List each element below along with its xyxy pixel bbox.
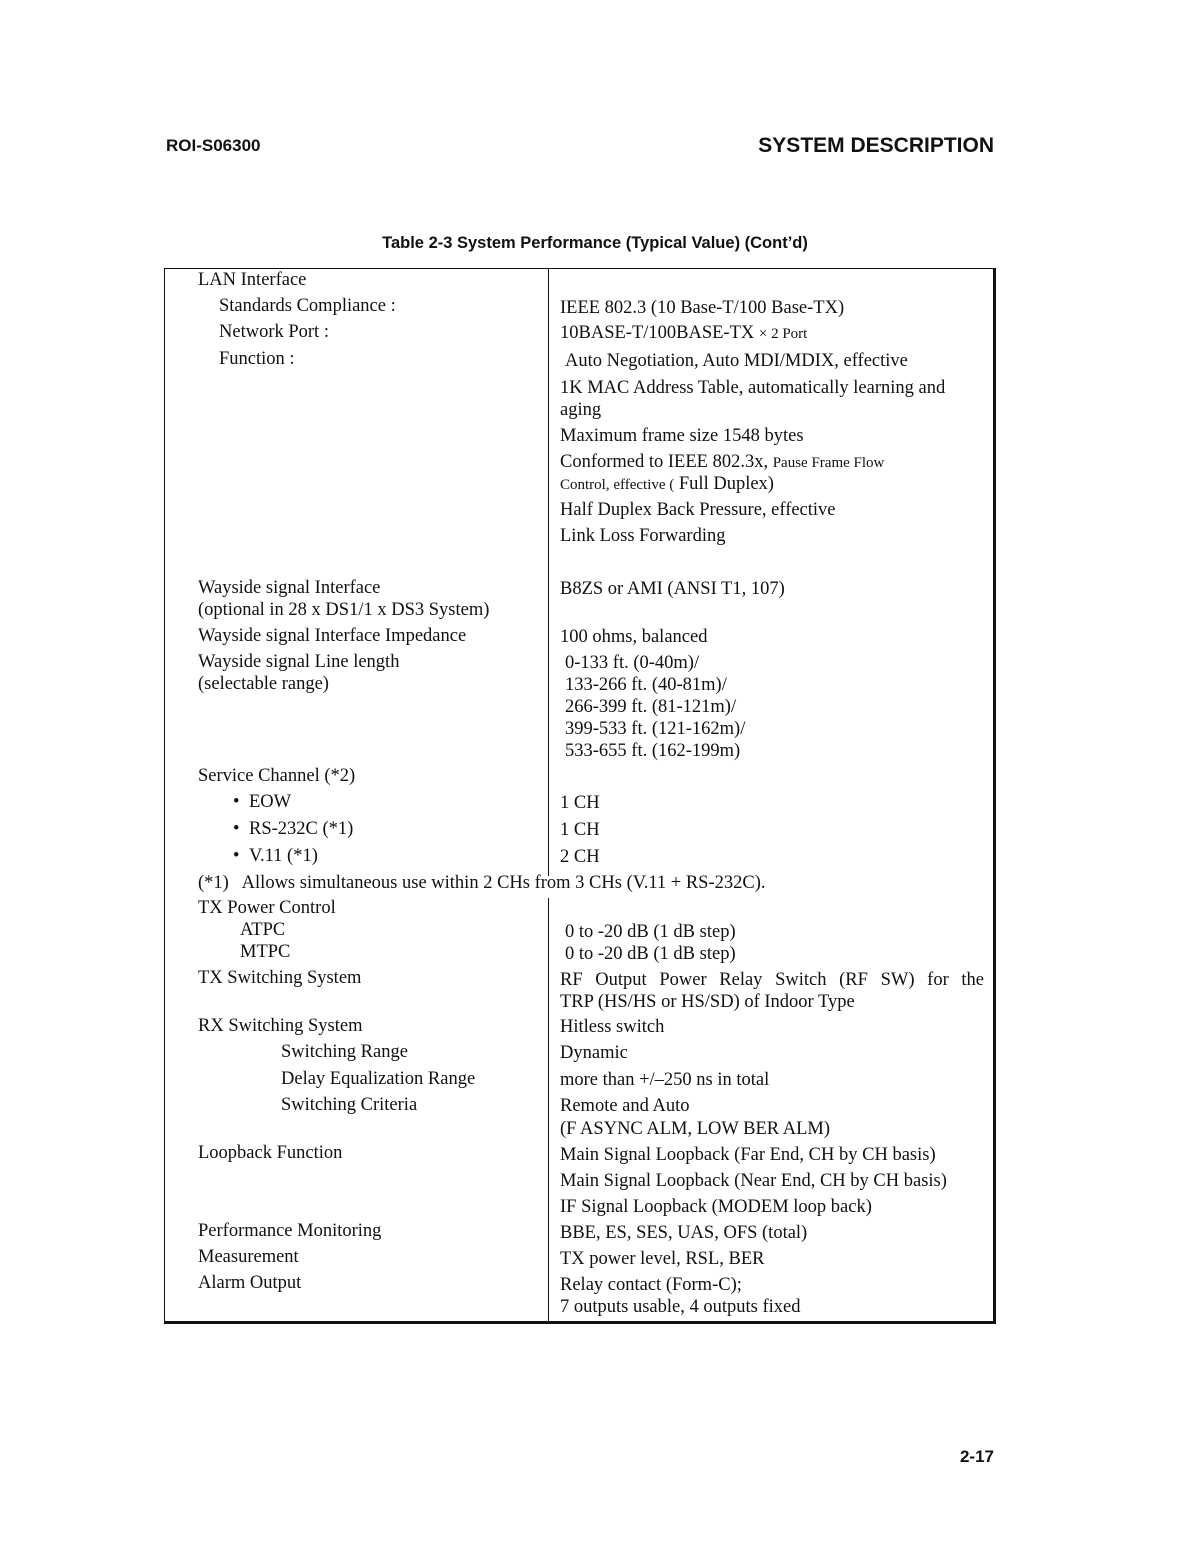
service-channel-footnote: (*1) Allows simultaneous use within 2 CHs from 3 CHs (V.11 + RS-232C). bbox=[198, 873, 766, 893]
atpc-label: ATPC bbox=[240, 920, 286, 940]
function-value: aging bbox=[560, 400, 602, 420]
switching-range-label: Switching Range bbox=[281, 1042, 408, 1062]
mtpc-label: MTPC bbox=[240, 942, 291, 962]
lan-heading: LAN Interface bbox=[198, 270, 307, 290]
wayside-line-length-note: (selectable range) bbox=[198, 674, 329, 694]
rx-switching-value: Hitless switch bbox=[560, 1017, 665, 1037]
tx-switching-value: RF Output Power Relay Switch (RF SW) for the bbox=[560, 970, 984, 990]
network-port-value bbox=[560, 322, 807, 345]
tx-switching-label: TX Switching System bbox=[198, 968, 362, 988]
wayside-interface-note: (optional in 28 x DS1/1 x DS3 System) bbox=[198, 600, 490, 620]
line-length-option: 399-533 ft. (121-162m)/ bbox=[565, 719, 746, 739]
loopback-label: Loopback Function bbox=[198, 1143, 343, 1163]
measurement-label: Measurement bbox=[198, 1247, 299, 1267]
performance-monitoring-label: Performance Monitoring bbox=[198, 1221, 382, 1241]
alarm-output-label: Alarm Output bbox=[198, 1273, 302, 1293]
function-value: Auto Negotiation, Auto MDI/MDIX, effective bbox=[565, 351, 908, 371]
switching-criteria-label: Switching Criteria bbox=[281, 1095, 418, 1115]
service-channel-item: • V.11 (*1) bbox=[249, 845, 318, 867]
wayside-impedance-label: Wayside signal Interface Impedance bbox=[198, 626, 467, 646]
network-port-type: 10BASE-T/100BASE-TX bbox=[560, 323, 755, 343]
atpc-value: 0 to -20 dB (1 dB step) bbox=[565, 922, 736, 942]
wayside-impedance-value: 100 ohms, balanced bbox=[560, 627, 708, 647]
function-value bbox=[560, 451, 884, 474]
column-divider-lower bbox=[548, 898, 549, 1322]
switching-criteria-value: Remote and Auto bbox=[560, 1096, 690, 1116]
function-value bbox=[560, 473, 774, 496]
performance-monitoring-value: BBE, ES, SES, UAS, OFS (total) bbox=[560, 1223, 808, 1243]
document-id: ROI-S06300 bbox=[166, 136, 261, 155]
page-number: 2-17 bbox=[959, 1447, 994, 1466]
alarm-output-value: Relay contact (Form-C); bbox=[560, 1275, 742, 1295]
function-value: Half Duplex Back Pressure, effective bbox=[560, 500, 836, 520]
service-channel-value: 1 CH bbox=[560, 793, 600, 813]
function-label: Function : bbox=[219, 349, 295, 369]
tx-switching-value: TRP (HS/HS or HS/SD) of Indoor Type bbox=[560, 992, 855, 1012]
line-length-option: 533-655 ft. (162-199m) bbox=[565, 741, 741, 761]
function-value: Maximum frame size 1548 bytes bbox=[560, 426, 804, 446]
wayside-interface-label: Wayside signal Interface bbox=[198, 578, 381, 598]
wayside-interface-value: B8ZS or AMI (ANSI T1, 107) bbox=[560, 579, 785, 599]
standards-value: IEEE 802.3 (10 Base-T/100 Base-TX) bbox=[560, 298, 845, 318]
loopback-value: Main Signal Loopback (Far End, CH by CH basis) bbox=[560, 1145, 936, 1165]
line-length-option: 133-266 ft. (40-81m)/ bbox=[565, 675, 727, 695]
rx-switching-label: RX Switching System bbox=[198, 1016, 363, 1036]
function-duplex: Full Duplex) bbox=[678, 474, 774, 494]
section-title: SYSTEM DESCRIPTION bbox=[758, 134, 994, 157]
standards-label: Standards Compliance : bbox=[219, 296, 396, 316]
column-divider-upper bbox=[548, 268, 549, 876]
function-pause: Pause Frame Flow bbox=[772, 455, 885, 471]
function-ieee: Conformed to IEEE 802.3x, bbox=[560, 452, 769, 472]
table-caption: Table 2-3 System Performance (Typical Value) (Cont’d) bbox=[382, 234, 808, 252]
function-value: 1K MAC Address Table, automatically learning and bbox=[560, 378, 946, 398]
service-channel-label: Service Channel (*2) bbox=[198, 766, 356, 786]
loopback-value: Main Signal Loopback (Near End, CH by CH basis) bbox=[560, 1171, 947, 1191]
service-channel-value: 1 CH bbox=[560, 820, 600, 840]
service-channel-value: 2 CH bbox=[560, 847, 600, 867]
service-channel-item: • EOW bbox=[249, 791, 291, 813]
switching-criteria-value: (F ASYNC ALM, LOW BER ALM) bbox=[560, 1119, 830, 1139]
table-header-rule bbox=[549, 268, 996, 269]
function-value: Link Loss Forwarding bbox=[560, 526, 726, 546]
switching-range-value: Dynamic bbox=[560, 1043, 628, 1063]
delay-equalization-label: Delay Equalization Range bbox=[281, 1069, 476, 1089]
wayside-line-length-label: Wayside signal Line length bbox=[198, 652, 400, 672]
measurement-value: TX power level, RSL, BER bbox=[560, 1249, 765, 1269]
tx-power-label: TX Power Control bbox=[198, 898, 336, 918]
network-port-count: × 2 Port bbox=[758, 326, 808, 342]
service-channel-item: • RS-232C (*1) bbox=[249, 818, 353, 840]
line-length-option: 0-133 ft. (0-40m)/ bbox=[565, 653, 700, 673]
alarm-output-value: 7 outputs usable, 4 outputs fixed bbox=[560, 1297, 801, 1317]
delay-equalization-value: more than +/–250 ns in total bbox=[560, 1070, 770, 1090]
line-length-option: 266-399 ft. (81-121m)/ bbox=[565, 697, 737, 717]
loopback-value: IF Signal Loopback (MODEM loop back) bbox=[560, 1197, 872, 1217]
mtpc-value: 0 to -20 dB (1 dB step) bbox=[565, 944, 736, 964]
function-control: Control, effective ( bbox=[560, 477, 675, 493]
network-port-label: Network Port : bbox=[219, 322, 329, 342]
